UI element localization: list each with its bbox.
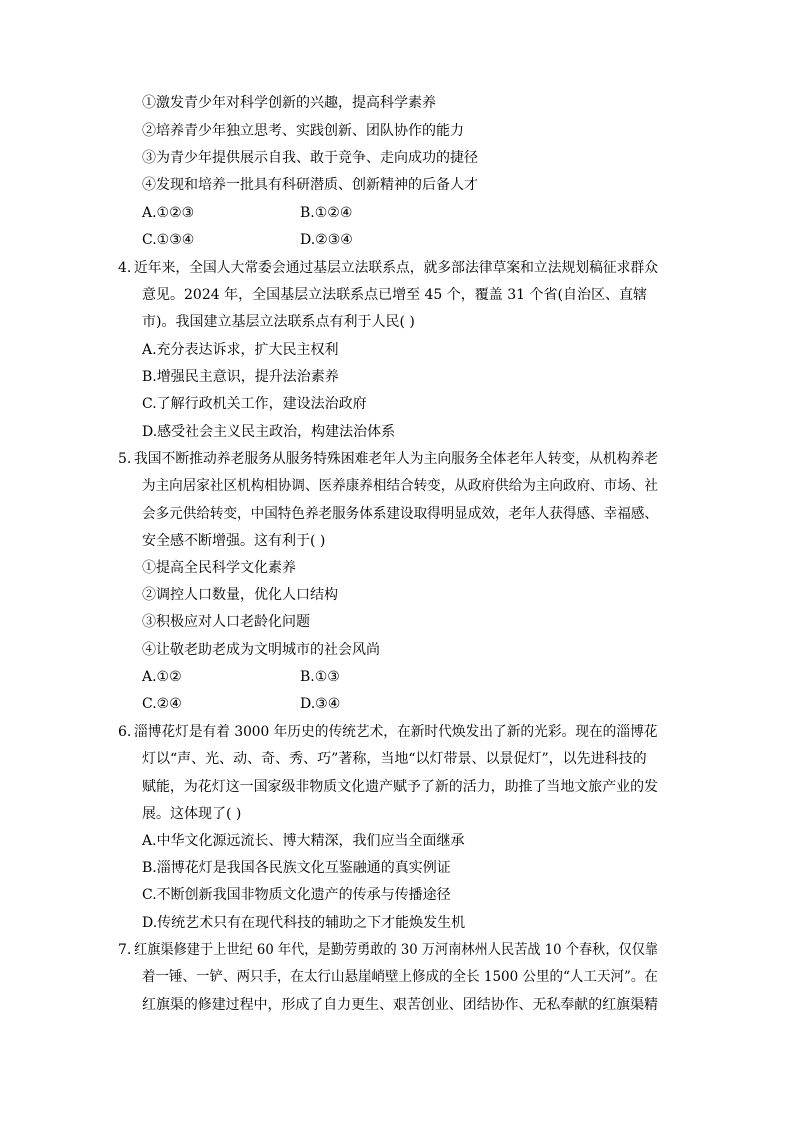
q7-stem-line-1: 红旗渠修建于上世纪 60 年代，是勤劳勇敢的 30 万河南林州人民苦战 10 个春秋，仅仅靠 bbox=[134, 942, 659, 958]
q4-option-c[interactable]: C.了解行政机关工作，建设法治政府 bbox=[142, 396, 367, 412]
q6-number: 6. bbox=[118, 724, 132, 740]
q4-number: 4. bbox=[118, 260, 132, 276]
q6-option-b[interactable]: B.淄博花灯是我国各民族文化互鉴融通的真实例证 bbox=[142, 860, 451, 876]
q6-stem-line-3: 赋能，为花灯这一国家级非物质文化遗产赋予了新的活力，助推了当地文旅产业的发 bbox=[142, 779, 658, 795]
q4-option-d[interactable]: D.感受社会主义民主政治，构建法治体系 bbox=[142, 424, 396, 440]
q7-stem-line-3: 红旗渠的修建过程中，形成了自力更生、艰苦创业、团结协作、无私奉献的红旗渠精 bbox=[142, 997, 658, 1013]
q5-number: 5. bbox=[118, 451, 132, 467]
q4-stem-line-3: 市)。我国建立基层立法联系点有利于人民( ) bbox=[142, 314, 415, 330]
q3-statement-2: ②培养青少年独立思考、实践创新、团队协作的能力 bbox=[142, 123, 464, 139]
q5-stem-line-4: 安全感不断增强。这有利于( ) bbox=[142, 533, 326, 549]
q3-statement-1: ①激发青少年对科学创新的兴趣，提高科学素养 bbox=[142, 95, 436, 111]
q5-option-c[interactable]: C.②④ bbox=[142, 696, 182, 712]
q6-stem-line-4: 展。这体现了( ) bbox=[142, 806, 242, 822]
q7-number: 7. bbox=[118, 942, 132, 958]
q6-stem-line-2: 灯以“声、光、动、奇、秀、巧”著称，当地“以灯带景、以景促灯”，以先进科技的 bbox=[142, 751, 647, 767]
q5-statement-1: ①提高全民科学文化素养 bbox=[142, 560, 296, 576]
q3-option-d[interactable]: D.②③④ bbox=[300, 232, 353, 248]
q3-option-a[interactable]: A.①②③ bbox=[142, 205, 195, 221]
q4-stem-line-2: 意见。2024 年，全国基层立法联系点已增至 45 个，覆盖 31 个省(自治区、直辖 bbox=[142, 287, 647, 303]
q5-option-d[interactable]: D.③④ bbox=[300, 696, 341, 712]
q3-option-b[interactable]: B.①②④ bbox=[300, 205, 353, 221]
q5-statement-3: ③积极应对人口老龄化问题 bbox=[142, 614, 310, 630]
q5-statement-4: ④让敬老助老成为文明城市的社会风尚 bbox=[142, 642, 380, 658]
q5-stem-line-3: 会多元供给转变，中国特色养老服务体系建设取得明显成效，老年人获得感、幸福感、 bbox=[142, 506, 658, 522]
q4-stem-line-1: 近年来，全国人大常委会通过基层立法联系点，就多部法律草案和立法规划稿征求群众 bbox=[134, 260, 659, 276]
q6-option-a[interactable]: A.中华文化源远流长、博大精深，我们应当全面继承 bbox=[142, 833, 465, 849]
q6-option-d[interactable]: D.传统艺术只有在现代科技的辅助之下才能焕发生机 bbox=[142, 915, 466, 931]
q4-option-a[interactable]: A.充分表达诉求，扩大民主权利 bbox=[142, 342, 339, 358]
q7-stem-line-2: 着一锤、一铲、两只手，在太行山悬崖峭壁上修成的全长 1500 公里的“人工天河”。在 bbox=[142, 969, 658, 985]
q4-option-b[interactable]: B.增强民主意识，提升法治素养 bbox=[142, 369, 339, 385]
q5-option-b[interactable]: B.①③ bbox=[300, 669, 340, 685]
q3-option-c[interactable]: C.①③④ bbox=[142, 232, 195, 248]
q3-statement-3: ③为青少年提供展示自我、敢于竞争、走向成功的捷径 bbox=[142, 150, 478, 166]
q6-option-c[interactable]: C.不断创新我国非物质文化遗产的传承与传播途径 bbox=[142, 887, 451, 903]
q5-stem-line-1: 我国不断推动养老服务从服务特殊困难老年人为主向服务全体老年人转变，从机构养老 bbox=[134, 451, 659, 467]
q5-statement-2: ②调控人口数量，优化人口结构 bbox=[142, 587, 338, 603]
q3-statement-4: ④发现和培养一批具有科研潜质、创新精神的后备人才 bbox=[142, 177, 478, 193]
q5-stem-line-2: 为主向居家社区机构相协调、医养康养相结合转变，从政府供给为主向政府、市场、社 bbox=[142, 478, 658, 494]
q5-option-a[interactable]: A.①② bbox=[142, 669, 182, 685]
q6-stem-line-1: 淄博花灯是有着 3000 年历史的传统艺术，在新时代焕发出了新的光彩。现在的淄博花 bbox=[134, 724, 658, 740]
